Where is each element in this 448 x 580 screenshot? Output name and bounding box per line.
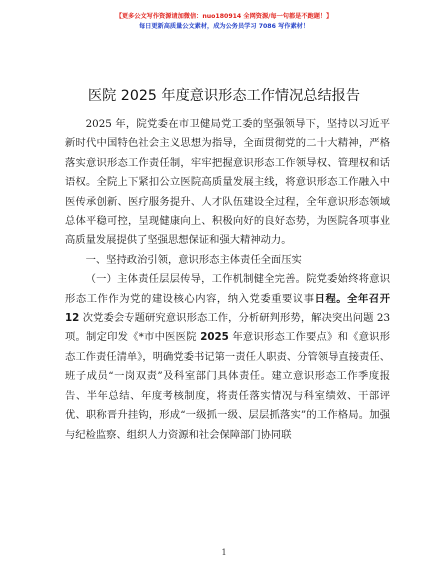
banner-line-1: 【更多公文写作资源请加微信：nuo180914 全网资源/每一句都是不跑题！】 [115,13,333,20]
sub1-bold-2: 2025 [200,331,229,344]
sub1-text-mid: 次党委会专题研究意识形态工作，分析研判形势，解决突出问题 23 项。制定印发《*市中医医院 [65,312,390,344]
sub1-text-pre: （一）主体责任层层传导，工作机制健全完善。院党委始终将意识形态工作作为党的建设核心内容，纳入党委重要议事 [65,273,390,305]
page-number: 1 [221,548,227,557]
paragraph-intro: 2025 年，院党委在市卫健局党工委的坚强领导下，坚持以习近平新时代中国特色社会主义思想为指导，全面贯彻党的二十大精神，严格落实意识形态工作责任制，牢牢把握意识形态工作领导权、管理权和话语权。全院上下紧扣公立医院高质量发展主线，将意识形态工作融入中医传承创新、医疗服务提升、人才队伍建设全过程，全年意识形态领域总体平稳可控，呈现健康向上、积极向好的良好态势，为医院各项事业高质量发展提供了坚强思想保证和强大精神动力。 [65,118,390,247]
banner-line-2: 每日更新高质量公文素材，成为公务员学习 7086 写作素材！ [138,23,310,30]
sub1-bold-1: 日程。全年召开 12 [65,292,391,325]
section-heading-1: 一、坚持政治引领，意识形态主体责任全面压实 [85,253,302,266]
document-title: 医院 2025 年度意识形态工作情况总结报告 [87,88,361,104]
promo-banner [0,12,448,32]
document-body [65,115,390,445]
paragraph-subsection-1 [65,270,390,445]
sub1-text-post: 年意识形态工作要点》和《意识形态工作责任清单》，明确党委书记第一责任人职责、分管领导直接责任、班子成员“一岗双责”及科室部门具体责任。建立意识形态工作季度报告、半年总结、年度考核制度，将责任落实情况与科室绩效、干部评优、职称晋升挂钩，形成“一级抓一级、层层抓落实”的工作格局。加强与纪检监察、组织人力资源和社会保障部门协同联 [65,331,391,441]
